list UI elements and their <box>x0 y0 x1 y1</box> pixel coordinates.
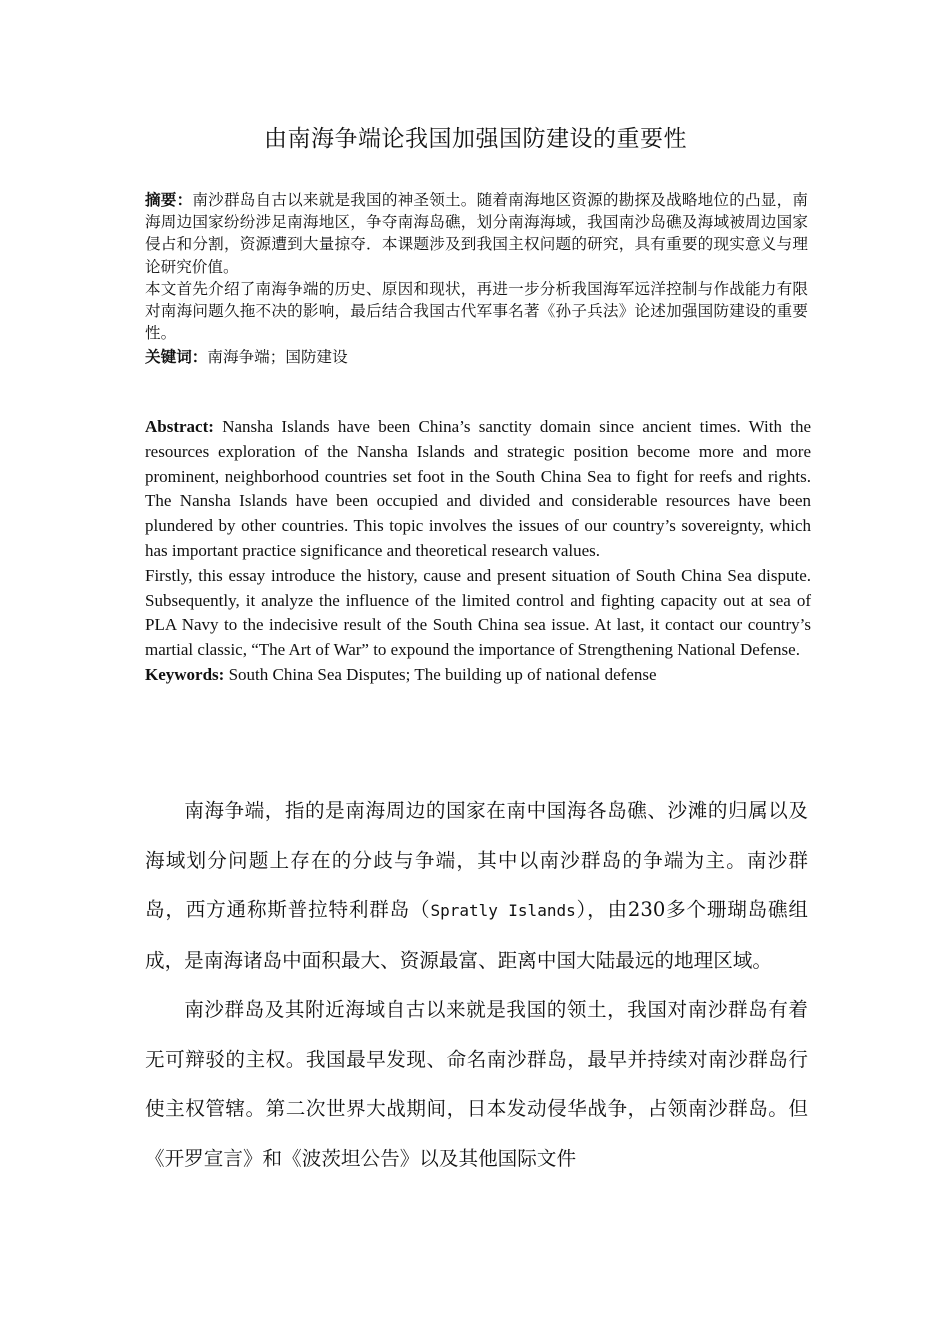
body-text <box>145 786 808 1183</box>
body-paragraph-1-part-1: 南海争端，指的是南海周边的国家在南中国海各岛礁、沙滩的归属以及海域划分问题上存在的分歧与争端，其中以南沙群岛的争端为主。南沙群岛，西方通称斯普拉特利群岛（ <box>145 799 808 921</box>
english-abstract-paragraph-2: Firstly, this essay introduce the history, cause and present situation of South China Sea dispute. Subsequently, it analyze the influence of the limited control and fighting capacity out at sea of PLA Navy to the indecisive result of the South China sea issue. At last, it contact our country’s martial classic, “The Art of War” to expound the importance of Strengthening National Defense. <box>145 565 811 660</box>
body-paragraph-1 <box>145 786 808 985</box>
body-paragraph-2: 南沙群岛及其附近海域自古以来就是我国的领土，我国对南沙群岛有着无可辩驳的主权。我国最早发现、命名南沙群岛，最早并持续对南沙群岛行使主权管辖。第二次世界大战期间，日本发动侵华战争，占领南沙群岛。但《开罗宣言》和《波茨坦公告》以及其他国际文件 <box>145 998 808 1170</box>
english-abstract-text-1: Nansha Islands have been China’s sanctity domain since ancient times. With the resources exploration of the Nansha Islands and strategic position become more and more prominent, neighborhood countries set foot in the South China Sea to fight for reefs and rights. The Nansha Islands have been occupied and divided and considerable resources have been plundered by other countries. This topic involves the issues of our country’s sovereignty, which has important practice significance and theoretical research values. <box>145 417 812 560</box>
english-abstract-label: Abstract: <box>145 417 214 436</box>
english-keywords-text: South China Sea Disputes; The building up of national defense <box>228 664 657 684</box>
chinese-abstract-text-1: 南沙群岛自古以来就是我国的神圣领土。随着南海地区资源的勘探及战略地位的凸显，南海周边国家纷纷涉足南海地区，争夺南海岛礁，划分南海海域，我国南沙岛礁及海域被周边国家侵占和分割，资源遭到大量掠夺．本课题涉及到我国主权问题的研究，具有重要的现实意义与理论研究价值。 <box>145 191 808 276</box>
english-keywords <box>145 663 811 688</box>
chinese-abstract-paragraph-1 <box>145 189 808 278</box>
english-keywords-label: Keywords: <box>145 664 225 684</box>
chinese-abstract <box>145 189 808 369</box>
english-abstract-paragraph-1 <box>145 415 811 564</box>
body-paragraph-1-part-2: ），由230多个珊瑚岛礁组成，是南海诸岛中面积最大、资源最富、距离中国大陆最远的地理区域。 <box>145 898 809 972</box>
chinese-abstract-label: 摘要： <box>145 191 193 209</box>
chinese-keywords-label: 关键词： <box>145 348 208 367</box>
chinese-abstract-paragraph-2: 本文首先介绍了南海争端的历史、原因和现状，再进一步分析我国海军远洋控制与作战能力有限对南海问题久拖不决的影响，最后结合我国古代军事名著《孙子兵法》论述加强国防建设的重要性。 <box>145 279 808 343</box>
chinese-keywords <box>145 346 808 368</box>
english-abstract <box>145 415 811 688</box>
chinese-keywords-text: 南海争端；国防建设 <box>207 348 348 367</box>
page-title: 由南海争端论我国加强国防建设的重要性 <box>264 126 687 152</box>
spratly-islands-term: Spratly Islands <box>430 901 576 920</box>
